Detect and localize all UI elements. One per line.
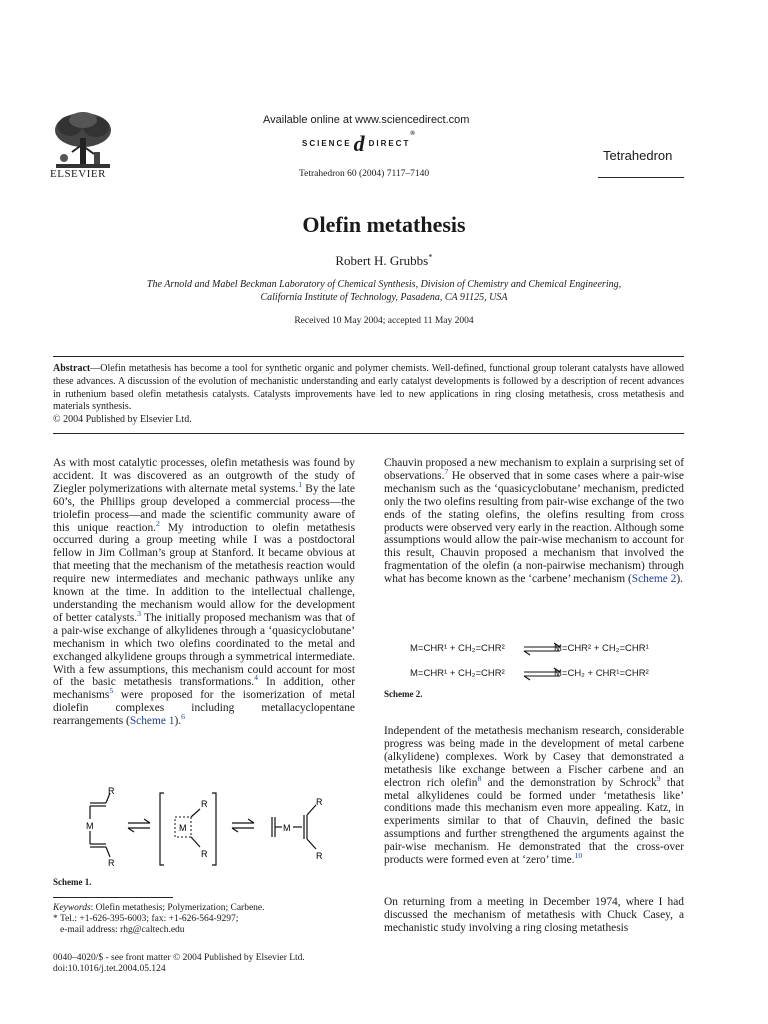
- article-title: Olefin metathesis: [302, 212, 466, 237]
- keywords-text: : Olefin metathesis; Polymerization; Carbene.: [90, 903, 265, 913]
- scheme-2-row-2-right: M=CH₂ + CHR¹=CHR²: [554, 668, 649, 679]
- author-affiliation: [60, 279, 708, 304]
- sd-at-mark: d: [353, 131, 367, 156]
- journal-rule: [598, 177, 684, 178]
- scheme-2-row-1-right: M=CHR² + CH₂=CHR¹: [554, 643, 649, 654]
- text-run: ).: [174, 715, 182, 728]
- keywords-label: Keywords: [53, 903, 91, 913]
- scheme-2-link[interactable]: Scheme 2: [631, 573, 677, 586]
- sciencedirect-logo: [302, 131, 417, 157]
- m-label: M: [283, 823, 291, 833]
- scheme-1-label: Scheme 1.: [53, 877, 92, 887]
- ref-5[interactable]: 5: [109, 686, 114, 696]
- ref-3[interactable]: 3: [137, 609, 141, 619]
- text-run: As with most catalytic processes, olefin metathesis was found by accident. It was discovered as an outgrowth of the study of Ziegler polymerizations with alternate metal systems.: [53, 457, 355, 495]
- equilibrium-arrow-icon: [232, 819, 254, 832]
- journal-citation: Tetrahedron 60 (2004) 7117–7140: [299, 169, 430, 179]
- abstract-copyright: © 2004 Published by Elsevier Ltd.: [53, 414, 192, 426]
- r-label: R: [108, 858, 115, 868]
- scheme-1-diagram: [60, 785, 350, 875]
- ref-4[interactable]: 4: [254, 673, 258, 683]
- ref-9[interactable]: 9: [656, 773, 661, 783]
- m-label: M: [179, 823, 187, 833]
- available-online[interactable]: Available online at www.sciencedirect.com: [263, 114, 470, 126]
- text-run: By the late 60’s, the Phillips group developed a commercial process—the triolefin process—and made the scientific community aware of this unique reaction.: [53, 482, 355, 534]
- body-paragraph-1: [53, 457, 355, 728]
- abstract-label: Abstract: [53, 363, 91, 374]
- author-contact: [53, 914, 265, 925]
- abstract-text: —Olefin metathesis has become a tool for synthetic organic and polymer chemists. Well-defined, functional group tolerant catalysts have allowed these advances. A discussion of the evolution of mechanistic understanding and early catalyst developments is followed by a description of recent advances in ruthenium based olefin metathesis catalysts. Catalysts improvements have led to new applications in ring closing metathesis, cross metathesis and materials synthesis.: [53, 363, 684, 413]
- footnote-rule: [53, 897, 173, 898]
- scheme-1-link[interactable]: Scheme 1: [129, 715, 175, 728]
- scheme-1-intermediate: [160, 793, 216, 865]
- body-paragraph-4: On returning from a meeting in December 1974, where I had discussed the mechanism of metathesis with Chuck Casey, a mechanistic study involving a ring closing metathesis: [384, 896, 684, 934]
- author-mark: *: [428, 251, 433, 262]
- text-run: My introduction to olefin metathesis occurred during a group meeting while I was a postdoctoral fellow in Jim Collman’s group at Stanford. It became obvious at that meeting that the mechanism of the metathesis reaction would require new intermediates and mechanic pathways unlike any known at the time. In addition to the intellectual challenge, understanding the mechanism would allow for the development of better catalysts.: [53, 521, 355, 624]
- elsevier-logo: [50, 110, 116, 184]
- text-run: Independent of the metathesis mechanism research, considerable progress was being made in the development of metal carbene (alkylidene) complexes. Work by Casey that demonstrated a metathesis like exchange between a Fischer carbene and an electron rich olefin: [384, 725, 684, 789]
- r-label: R: [108, 786, 115, 796]
- tel-fax: Tel.: +1-626-395-6003; fax: +1-626-564-9297;: [57, 914, 239, 924]
- text-run: were proposed for the isomerization of metal diolefin complexes including metallacyclopentane rearrangements (: [53, 689, 355, 728]
- text-run: In addition, other mechanisms: [53, 676, 355, 702]
- body-paragraph-2: [384, 457, 684, 586]
- r-label: R: [201, 799, 208, 809]
- scheme-2-label: Scheme 2.: [384, 689, 423, 699]
- keywords: [53, 903, 265, 914]
- r-label: R: [201, 849, 208, 859]
- body-paragraph-3: [384, 725, 684, 867]
- publisher-name: ELSEVIER: [50, 168, 106, 180]
- email-line[interactable]: e-mail address: rhg@caltech.edu: [60, 925, 185, 935]
- affiliation-line: California Institute of Technology, Pasadena, CA 91125, USA: [260, 291, 508, 303]
- text-run: The initially proposed mechanism was that of a pair-wise exchange of alkylidenes through a ‘quasicyclobutane’ mechanism in which two olefins coordinated to the metal and exchanged alkylidene groups through a symmetrical intermediate. With a few assumptions, this mechanism could account for most of the basic metathesis transformations.: [53, 611, 355, 689]
- text-run: ).: [676, 573, 684, 586]
- elsevier-tree-icon: [50, 110, 116, 174]
- abstract-bottom-rule: [53, 433, 684, 434]
- issn-line: 0040–4020/$ - see front matter © 2004 Published by Elsevier Ltd.: [53, 953, 305, 963]
- ref-8[interactable]: 8: [477, 773, 482, 783]
- scheme-1-reactant: [86, 786, 115, 868]
- scheme-2-row-1-left: M=CHR¹ + CH₂=CHR²: [410, 643, 505, 654]
- ref-2[interactable]: 2: [156, 518, 160, 528]
- text-run: Chauvin proposed a new mechanism to explain a surprising set of observations.: [384, 457, 684, 482]
- ref-7[interactable]: 7: [444, 467, 449, 477]
- text-run: and the demonstration by Schrock: [481, 776, 657, 789]
- received-dates: Received 10 May 2004; accepted 11 May 2004: [294, 316, 474, 326]
- scheme-1-product: [272, 797, 323, 861]
- equilibrium-arrow-icon: [128, 819, 150, 832]
- sd-right-text: DIRECT: [368, 139, 411, 148]
- ref-6[interactable]: 6: [181, 712, 185, 722]
- footnotes: [53, 903, 265, 936]
- ref-10[interactable]: 10: [574, 851, 583, 861]
- text-run: that metal alkylidenes could be formed under ‘metathesis like’ conditions made this mechanism even more appealing. Katz, in experiments similar to that of Chauvin, defined the basic assumptions and further strengthened the arguments against the pair-wise mechanism. He demonstrated that the cross-over products were formed even at ‘zero’ time.: [384, 776, 684, 867]
- page-footer: [53, 953, 305, 975]
- sd-registered-mark: ®: [410, 131, 417, 137]
- scheme-1-figure: [60, 785, 350, 875]
- r-label: R: [316, 851, 323, 861]
- footnote-star: *: [53, 914, 58, 924]
- ref-1[interactable]: 1: [298, 480, 303, 490]
- journal-name: Tetrahedron: [603, 148, 673, 163]
- doi-line[interactable]: doi:10.1016/j.tet.2004.05.124: [53, 964, 166, 974]
- sd-left-text: SCIENCE: [302, 139, 352, 148]
- m-label: M: [86, 821, 94, 831]
- scheme-2-row-2-left: M=CHR¹ + CH₂=CHR²: [410, 668, 505, 679]
- scheme-2-figure: [410, 640, 690, 690]
- abstract-top-rule: [53, 356, 684, 357]
- article-author: [0, 253, 768, 269]
- author-name: Robert H. Grubbs: [335, 253, 429, 268]
- affiliation-line: The Arnold and Mabel Beckman Laboratory of Chemical Synthesis, Division of Chemistry and Chemical Engineering,: [146, 279, 622, 290]
- r-label: R: [316, 797, 323, 807]
- abstract: [53, 363, 684, 427]
- text-run: He observed that in some cases where a pair-wise mechanism such as the ‘quasicyclobutane’ mechanism, predicted only the two olefins resulting from pair-wise exchange of the two ends of the stating olefins, the olefins resulting from cross products were observed very early in the reaction. Although some assumptions would allow the pair-wise mechanism to account for this result, Chauvin proposed a mechanism that involved the fragmentation of the olefin (a non-pairwise mechanism) through what has become known as the ‘carbene’ mechanism (: [384, 469, 684, 586]
